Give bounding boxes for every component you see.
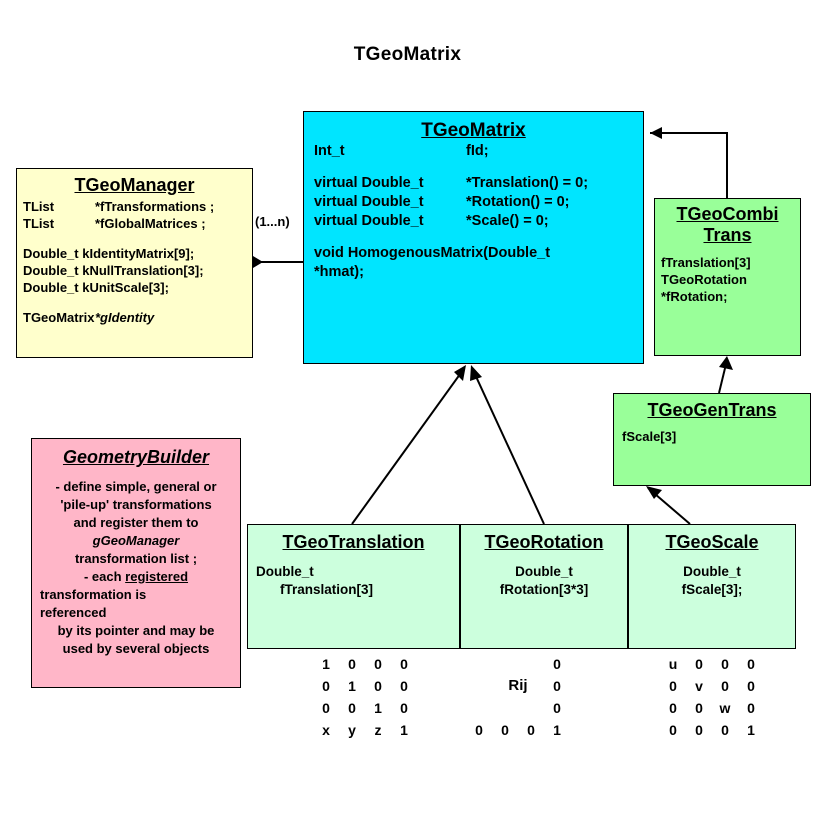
matrix-translation: [313, 653, 417, 741]
matrix-cell: 1: [400, 722, 408, 738]
matrix-cell: [492, 653, 518, 675]
member-type: TList: [23, 216, 55, 231]
member-type: virtual Double_t: [314, 213, 424, 229]
matrix-cell: 0: [527, 722, 535, 738]
matrix-cell: 0: [400, 678, 408, 694]
member-type: virtual Double_t: [314, 175, 424, 191]
matrix-cell: 0: [553, 700, 561, 716]
class-members-tgeocombitrans: [655, 246, 800, 305]
class-box-tgeogentrans: [613, 393, 811, 486]
description-line: referenced: [40, 605, 107, 620]
class-members-tgeotranslation: [248, 553, 459, 599]
member-row: TGeoRotation: [661, 272, 747, 287]
description-line: [40, 568, 232, 586]
matrix-cell: 0: [400, 700, 408, 716]
matrix-rotation: [466, 653, 570, 741]
matrix-cell: 0: [747, 656, 755, 672]
description-line: - define simple, general or: [55, 479, 217, 494]
class-name-tgeorotation: TGeoRotation: [484, 532, 604, 552]
matrix-row: [313, 697, 417, 719]
matrix-cell: 1: [348, 678, 356, 694]
class-name-line1: TGeoCombi: [676, 204, 779, 224]
member-row: [23, 309, 246, 326]
matrix-row: [466, 719, 570, 741]
class-members-tgeogentrans: [614, 421, 810, 444]
matrix-cell: [492, 697, 518, 719]
method-line-2: *hmat);: [314, 264, 364, 280]
member-name: *fGlobalMatrices ;: [95, 216, 206, 231]
matrix-cell: 0: [501, 722, 509, 738]
description-underlined: registered: [125, 569, 189, 584]
matrix-row: [313, 719, 417, 741]
matrix-cell: [466, 675, 492, 697]
member-row: fTranslation[3]: [661, 255, 751, 270]
class-name-tgeomanager: TGeoManager: [74, 175, 195, 195]
geometrybuilder-description: [32, 468, 240, 658]
member-row: fScale[3]: [622, 429, 677, 444]
member-name: *Translation() = 0;: [466, 175, 589, 191]
matrix-cell: 0: [669, 678, 677, 694]
matrix-rotation-label: Rij: [508, 677, 528, 694]
member-row: Double_t kUnitScale[3];: [23, 280, 169, 295]
class-box-tgeoscale: [628, 524, 796, 649]
matrix-cell: 0: [695, 656, 703, 672]
matrix-row: [466, 653, 570, 675]
matrix-row: [313, 653, 417, 675]
description-line: and register them to: [73, 515, 199, 530]
matrix-row: [660, 697, 764, 719]
class-name-tgeomatrix: TGeoMatrix: [421, 120, 526, 141]
member-type: TList: [23, 199, 55, 214]
description-line: transformation is: [40, 587, 147, 602]
method-line-1: void HomogenousMatrix(Double_t: [314, 245, 551, 261]
matrix-cell: 0: [400, 656, 408, 672]
matrix-cell: 0: [553, 678, 561, 694]
class-members-tgeomatrix: [304, 142, 643, 282]
matrix-cell: 0: [747, 700, 755, 716]
matrix-cell: 0: [322, 678, 330, 694]
matrix-cell: z: [374, 722, 382, 738]
matrix-cell: 0: [348, 700, 356, 716]
matrix-cell: y: [348, 722, 356, 738]
member-name: *fTransformations ;: [95, 199, 215, 214]
member-name: *gIdentity: [95, 310, 155, 325]
class-box-tgeocombitrans: [654, 198, 801, 356]
member-type: TGeoMatrix: [23, 310, 95, 325]
description-line: gGeoManager: [92, 533, 180, 548]
matrix-row: [466, 697, 570, 719]
matrix-cell: w: [719, 700, 731, 716]
member-row: [23, 215, 246, 232]
member-row: *fRotation;: [661, 289, 728, 304]
description-line: used by several objects: [62, 641, 210, 656]
matrix-cell: 0: [553, 656, 561, 672]
description-fragment: - each: [83, 569, 126, 584]
matrix-cell: x: [322, 722, 330, 738]
member-row: [314, 142, 633, 161]
matrix-row: [313, 675, 417, 697]
matrix-cell: v: [695, 678, 703, 694]
member-row: [23, 198, 246, 215]
member-type: Double_t: [683, 564, 741, 579]
member-name: fScale[3];: [681, 582, 743, 597]
member-row: [314, 193, 633, 212]
matrix-cell: 0: [695, 722, 703, 738]
member-row: [314, 174, 633, 193]
matrix-cell: 0: [721, 678, 729, 694]
matrix-cell: [518, 697, 544, 719]
member-type: Double_t: [515, 564, 573, 579]
matrix-row: [660, 653, 764, 675]
class-box-tgeotranslation: [247, 524, 460, 649]
matrix-cell: 1: [553, 722, 561, 738]
class-name-tgeogentrans: TGeoGenTrans: [647, 400, 777, 420]
member-name: fTranslation[3]: [280, 582, 374, 597]
matrix-cell: [466, 653, 492, 675]
description-line: 'pile-up' transformations: [60, 497, 212, 512]
class-members-tgeomanager: [17, 196, 252, 326]
matrix-row: [660, 719, 764, 741]
class-name-line2: Trans: [703, 225, 752, 245]
association-multiplicity-label: (1...n): [255, 214, 290, 229]
matrix-cell: 0: [669, 722, 677, 738]
class-box-tgeomatrix: [303, 111, 644, 364]
matrix-cell: [466, 697, 492, 719]
matrix-cell: 0: [669, 700, 677, 716]
member-row: Double_t kNullTranslation[3];: [23, 263, 204, 278]
class-name-tgeotranslation: TGeoTranslation: [282, 532, 425, 552]
member-type: Double_t: [256, 564, 314, 579]
class-box-tgeorotation: [460, 524, 628, 649]
description-line: by its pointer and may be: [57, 623, 215, 638]
member-row: Double_t kIdentityMatrix[9];: [23, 246, 195, 261]
class-name-tgeocombitrans: [655, 204, 800, 246]
matrix-cell: [518, 653, 544, 675]
class-name-geometrybuilder: GeometryBuilder: [62, 447, 210, 467]
matrix-cell: 1: [374, 700, 382, 716]
matrix-cell: 0: [348, 656, 356, 672]
matrix-cell: 0: [721, 722, 729, 738]
matrix-cell: 0: [374, 656, 382, 672]
matrix-cell: 1: [747, 722, 755, 738]
matrix-cell: 0: [721, 656, 729, 672]
class-members-tgeorotation: [461, 553, 627, 599]
page-title: TGeoMatrix: [353, 44, 462, 65]
member-type: Int_t: [314, 143, 345, 159]
matrix-cell: u: [668, 656, 678, 672]
matrix-cell: 0: [695, 700, 703, 716]
member-name: fId;: [466, 143, 489, 159]
member-name: *Rotation() = 0;: [466, 194, 570, 210]
matrix-cell: 1: [322, 656, 330, 672]
matrix-cell: 0: [322, 700, 330, 716]
member-name: *Scale() = 0;: [466, 213, 549, 229]
matrix-cell: 0: [475, 722, 483, 738]
member-row: [314, 212, 633, 231]
class-box-geometrybuilder: [31, 438, 241, 688]
member-name: fRotation[3*3]: [499, 582, 589, 597]
class-name-tgeoscale: TGeoScale: [665, 532, 759, 552]
description-line: transformation list ;: [74, 551, 198, 566]
class-box-tgeomanager: [16, 168, 253, 358]
matrix-row: [660, 675, 764, 697]
matrix-cell: 0: [747, 678, 755, 694]
class-members-tgeoscale: [629, 553, 795, 599]
matrix-scale: [660, 653, 764, 741]
member-type: virtual Double_t: [314, 194, 424, 210]
matrix-cell: 0: [374, 678, 382, 694]
